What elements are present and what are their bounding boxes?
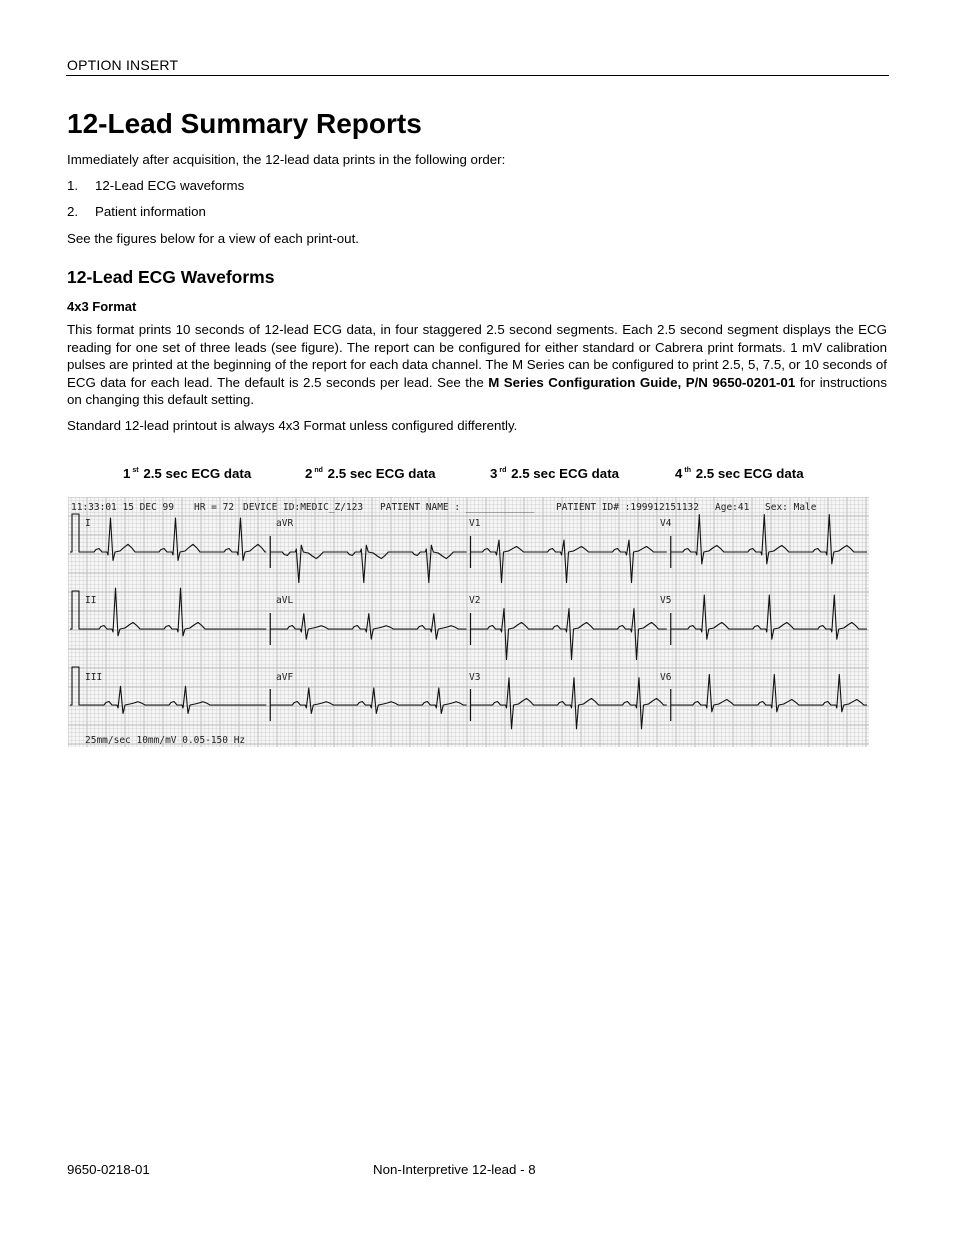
section-subheading: 4x3 Format [67, 299, 137, 314]
segment-label-2: 2 $^{nd}$ 2.5 sec ECG data [305, 466, 436, 481]
lead-label-avl: aVL [276, 595, 294, 606]
lead-label-i: I [85, 518, 91, 529]
list-item-text: 12-Lead ECG waveforms [95, 178, 245, 193]
see-figures-paragraph: See the figures below for a view of each print-out. [67, 231, 359, 246]
header-label: OPTION INSERT [67, 57, 179, 73]
lead-label-v4: V4 [660, 518, 672, 529]
lead-label-v2: V2 [469, 595, 481, 606]
ecg-header-age: Age:41 [715, 502, 750, 513]
segment-label-1: 1 $^{st}$ 2.5 sec ECG data [123, 466, 252, 481]
list-item-number: 1. [67, 178, 79, 193]
list-item-number: 2. [67, 204, 79, 219]
list-item [67, 203, 887, 221]
ecg-header-hr: HR = 72 [194, 502, 235, 513]
lead-label-v5: V5 [660, 595, 672, 606]
segment-label-3: 3 $^{rd}$ 2.5 sec ECG data [490, 466, 620, 481]
lead-label-avf: aVF [276, 672, 294, 683]
footer-page-label: Non-Interpretive 12-lead - 8 [373, 1162, 536, 1177]
segment-label-4: 4 $^{th}$ 2.5 sec ECG data [675, 466, 804, 481]
config-guide-reference: M Series Configuration Guide, P/N 9650-0201-01 [488, 374, 796, 390]
standard-note: Standard 12-lead printout is always 4x3 Format unless configured differently. [67, 418, 518, 433]
ecg-footer-settings: 25mm/sec 10mm/mV 0.05-150 Hz [85, 735, 246, 746]
section-heading: 12-Lead ECG Waveforms [67, 267, 275, 287]
ecg-header-patient-name: PATIENT NAME : ____________ [380, 502, 535, 513]
lead-label-ii: II [85, 595, 97, 606]
list-item-text: Patient information [95, 204, 206, 219]
footer-doc-number: 9650-0218-01 [67, 1162, 150, 1177]
lead-label-avr: aVR [276, 518, 294, 529]
ecg-header-time: 11:33:01 15 DEC 99 [71, 502, 174, 513]
header-rule [66, 75, 889, 76]
body-text: This format prints 10 seconds of 12-lead ECG data, in four staggered 2.5 second segments. Each 2.5 second segment displays the ECG reading for one set of three leads (see figure). The report can be configured for either standard or Cabrera print formats. 1 mV calibration pulses are printed at the beginning of the report for each data channel. The M Series can be configured to print 2.5, 5, 7.5, or 10 seconds of ECG data for each lead. The default is 2.5 seconds per lead. See the [67, 322, 887, 390]
format-description [67, 321, 887, 409]
page-title: 12-Lead Summary Reports [67, 108, 422, 139]
lead-label-v6: V6 [660, 672, 672, 683]
ecg-header-patient-id: PATIENT ID# :199912151132 [556, 502, 699, 513]
ecg-header-device: DEVICE ID:MEDIC_Z/123 [243, 502, 364, 513]
ecg-printout [68, 497, 869, 747]
ecg-header-sex: Sex: Male [765, 502, 817, 513]
list-item [67, 177, 887, 195]
lead-label-v1: V1 [469, 518, 481, 529]
lead-label-v3: V3 [469, 672, 481, 683]
body-text: for instructions on changing this default setting. [67, 374, 887, 407]
lead-label-iii: III [85, 672, 103, 683]
intro-paragraph: Immediately after acquisition, the 12-lead data prints in the following order: [67, 152, 506, 167]
